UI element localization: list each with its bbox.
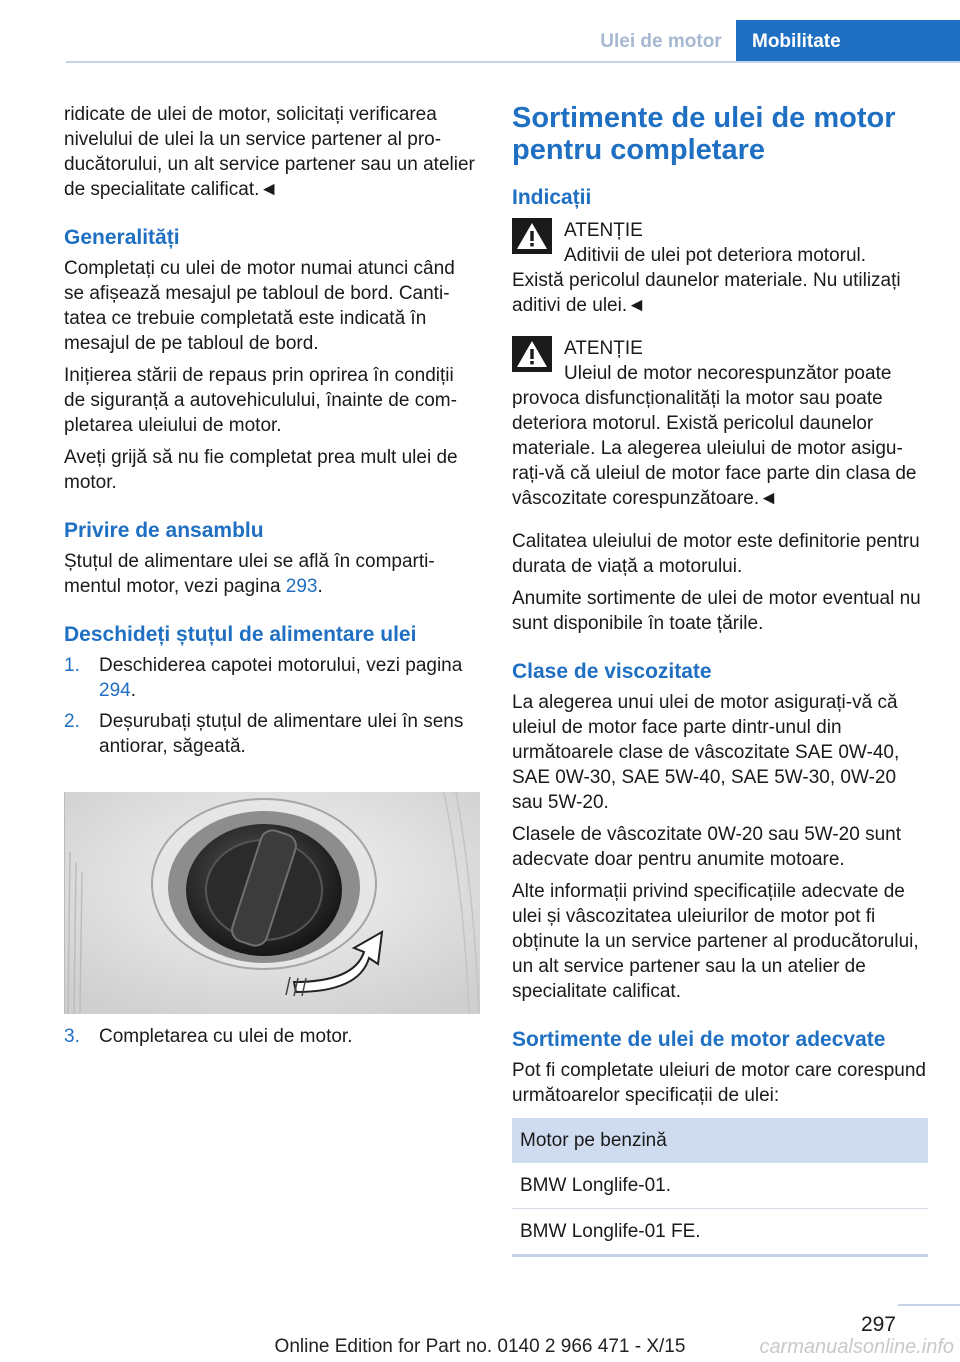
- availability-paragraph: Anumite sortimente de ulei de motor eventual nu sunt disponibile în toate țările.: [512, 588, 921, 634]
- list-item: 2. Deșurubați ștuțul de alimentare ulei în sens antiorar, săgeată.: [64, 711, 464, 757]
- viscosity-paragraph-1: La alegerea unui ulei de motor asigurați-vă că uleiul de motor face parte dintr-unul din următoarele clase de vâscozitate SAE 0W-40, SAE 0W-30, SAE 5W-40, SAE 5W-30, 0W-20 sau 5W-20.: [512, 692, 900, 813]
- heading-viscosity: Clase de viscozitate: [512, 660, 712, 683]
- heading-general: Generalități: [64, 226, 180, 249]
- viscosity-paragraph-3: Alte informații privind specificațiile adecvate de ulei și vâscozitatea uleiurilor de motor pot fi obținute la un service partener al producătorului, un alt service partener sau la un atelier de specialitate calificat.: [512, 881, 919, 1002]
- heading-overview: Privire de ansamblu: [64, 519, 264, 542]
- warning-block-1: ATENȚIE Aditivii de ulei pot deteriora motorul. Există pericolul daunelor materiale. Nu utilizați aditivi de ulei.◄: [512, 218, 928, 318]
- list-item: 1. Deschiderea capotei motorului, vezi pagina 294.: [64, 655, 463, 701]
- step-number: 2.: [64, 711, 80, 732]
- general-paragraph-1: Completați cu ulei de motor numai atunci când se afișează mesajul pe tabloul de bord. Cantitatea ce trebuie completată este indicată în mesajul de pe tabloul de bord.: [64, 258, 455, 354]
- steps-list: [64, 653, 480, 759]
- quality-paragraph: Calitatea uleiului de motor este definitorie pentru durata de viață a motorului.: [512, 531, 920, 577]
- general-paragraph-2: Inițierea stării de repaus prin oprirea în condiții de siguranță a autovehiculului, înainte de completarea uleiului de motor.: [64, 365, 457, 436]
- left-column: [64, 102, 480, 1057]
- step-number: 3.: [64, 1026, 80, 1047]
- heading-open-filler: Deschideți ștuțul de alimentare ulei: [64, 623, 417, 646]
- warning-block-2: ATENȚIE Uleiul de motor necorespunzător poate provoca disfuncționalități la motor sau poate deteriora motorul. Există pericolul daunelor materiale. La alegerea uleiului de motor asigurați-vă că uleiul de motor face parte din clasa de vâscozitate corespunzătoare.◄: [512, 336, 928, 511]
- heading-suitable-oils: Sortimente de ulei de motor adecvate: [512, 1028, 886, 1051]
- heading-notes: Indicații: [512, 186, 592, 209]
- right-column: [512, 102, 928, 1257]
- footer-rule: [898, 1304, 960, 1306]
- warning-label: ATENȚIE: [564, 220, 643, 241]
- warning-icon: [512, 218, 552, 254]
- page-link-294[interactable]: 294: [99, 680, 131, 701]
- header-rule: [66, 61, 960, 63]
- watermark: carmanualsonline.info: [759, 1336, 954, 1358]
- list-item: 3. Completarea cu ulei de motor.: [64, 1026, 353, 1047]
- table-row: BMW Longlife-01 FE.: [512, 1209, 928, 1256]
- intro-paragraph: ridicate de ulei de motor, solicitați verificarea nivelului de ulei la un service partener al producătorului, un alt service partener sau un atelier de specialitate calificat.◄: [64, 104, 475, 200]
- table-header: Motor pe benzină: [512, 1118, 928, 1163]
- table-row: BMW Longlife-01.: [512, 1163, 928, 1209]
- steps-list-continued: [64, 1024, 480, 1049]
- running-header-chapter: Mobilitate: [736, 20, 960, 62]
- suitable-paragraph: Pot fi completate uleiuri de motor care corespund următoarelor specificații de ulei:: [512, 1060, 926, 1106]
- oil-filler-cap-image: [64, 792, 480, 1014]
- overview-paragraph: Ștuțul de alimentare ulei se află în compartimentul motor, vezi pagina 293.: [64, 551, 435, 597]
- page-link-293[interactable]: 293: [285, 576, 318, 597]
- edition-note: Online Edition for Part no. 0140 2 966 471 - X/15: [274, 1336, 686, 1357]
- warning-label: ATENȚIE: [564, 338, 643, 359]
- warning-icon: [512, 336, 552, 372]
- general-paragraph-3: Aveți grijă să nu fie completat prea mult ulei de motor.: [64, 447, 458, 493]
- viscosity-paragraph-2: Clasele de vâscozitate 0W-20 sau 5W-20 sunt adecvate doar pentru anumite motoare.: [512, 824, 901, 870]
- step-number: 1.: [64, 655, 80, 676]
- running-header-section: Ulei de motor: [600, 31, 722, 52]
- oil-spec-table: [512, 1118, 928, 1257]
- page-number: 297: [860, 1313, 896, 1336]
- section-title: Sortimente de ulei de motor pentru completare: [512, 102, 896, 166]
